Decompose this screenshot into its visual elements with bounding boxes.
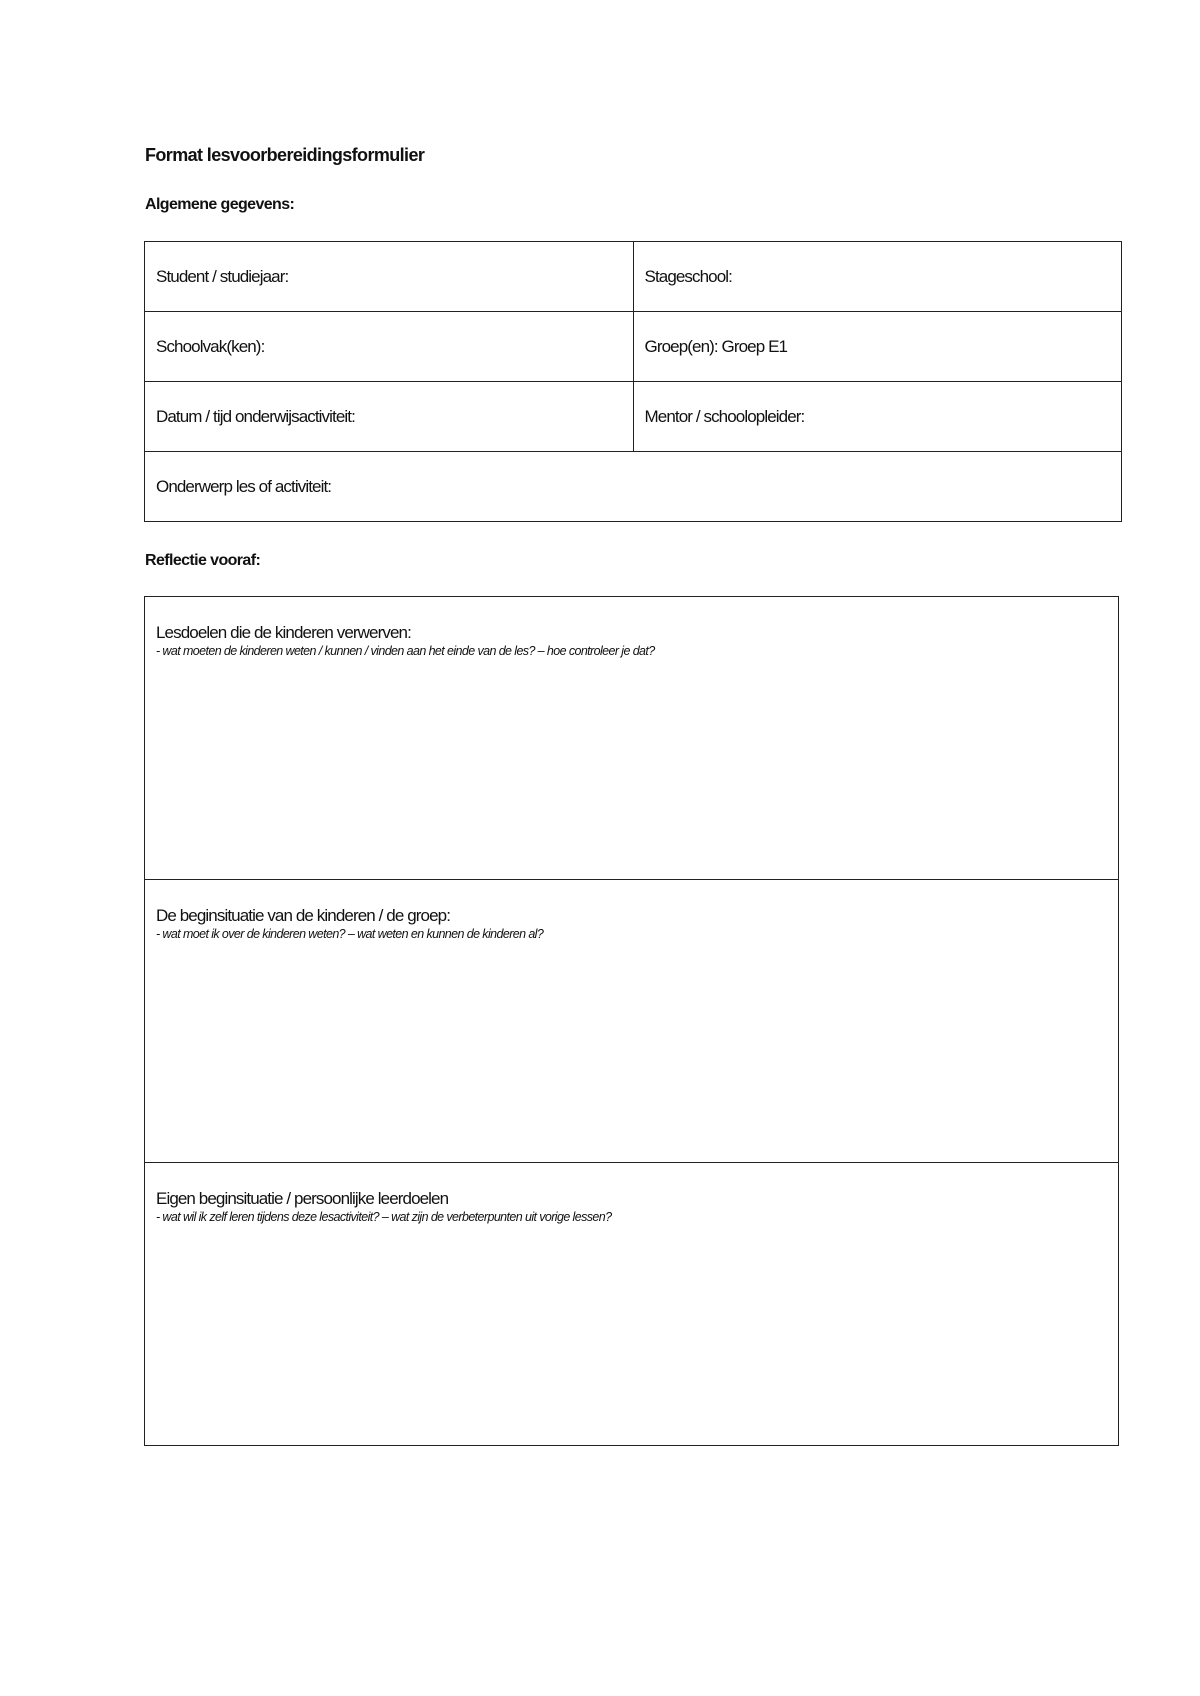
- groups-field[interactable]: Groep(en): Groep E1: [633, 312, 1122, 382]
- table-row: [145, 597, 1119, 880]
- group-starting-situation-block[interactable]: [145, 880, 1119, 1163]
- lesson-subject-field[interactable]: Onderwerp les of activiteit:: [145, 452, 1122, 522]
- table-row: [145, 880, 1119, 1163]
- document-title: Format lesvoorbereidingsformulier: [145, 145, 425, 165]
- school-subjects-field[interactable]: Schoolvak(ken):: [145, 312, 634, 382]
- learning-goals-hint: - wat moeten de kinderen weten / kunnen / vinden aan het einde van de les? – hoe controleer je dat?: [156, 644, 655, 658]
- table-row: [145, 452, 1122, 522]
- learning-goals-title: Lesdoelen die de kinderen verwerven:: [156, 623, 411, 642]
- table-row: [145, 382, 1122, 452]
- date-time-field[interactable]: Datum / tijd onderwijsactiviteit:: [145, 382, 634, 452]
- personal-goals-hint: - wat wil ik zelf leren tijdens deze lesactiviteit? – wat zijn de verbeterpunten uit vorige lessen?: [156, 1210, 612, 1224]
- personal-goals-title: Eigen beginsituatie / persoonlijke leerdoelen: [156, 1189, 449, 1208]
- table-row: [145, 242, 1122, 312]
- learning-goals-block[interactable]: [145, 597, 1119, 880]
- table-row: [145, 312, 1122, 382]
- table-row: [145, 1163, 1119, 1446]
- general-data-table: [144, 241, 1122, 522]
- personal-goals-block[interactable]: [145, 1163, 1119, 1446]
- general-data-heading: Algemene gegevens:: [145, 196, 295, 213]
- group-starting-situation-hint: - wat moet ik over de kinderen weten? – wat weten en kunnen de kinderen al?: [156, 927, 544, 941]
- reflection-heading: Reflectie vooraf:: [145, 552, 261, 569]
- student-year-field[interactable]: Student / studiejaar:: [145, 242, 634, 312]
- group-starting-situation-title: De beginsituatie van de kinderen / de groep:: [156, 906, 451, 925]
- reflection-table: [144, 596, 1119, 1446]
- internship-school-field[interactable]: Stageschool:: [633, 242, 1122, 312]
- mentor-field[interactable]: Mentor / schoolopleider:: [633, 382, 1122, 452]
